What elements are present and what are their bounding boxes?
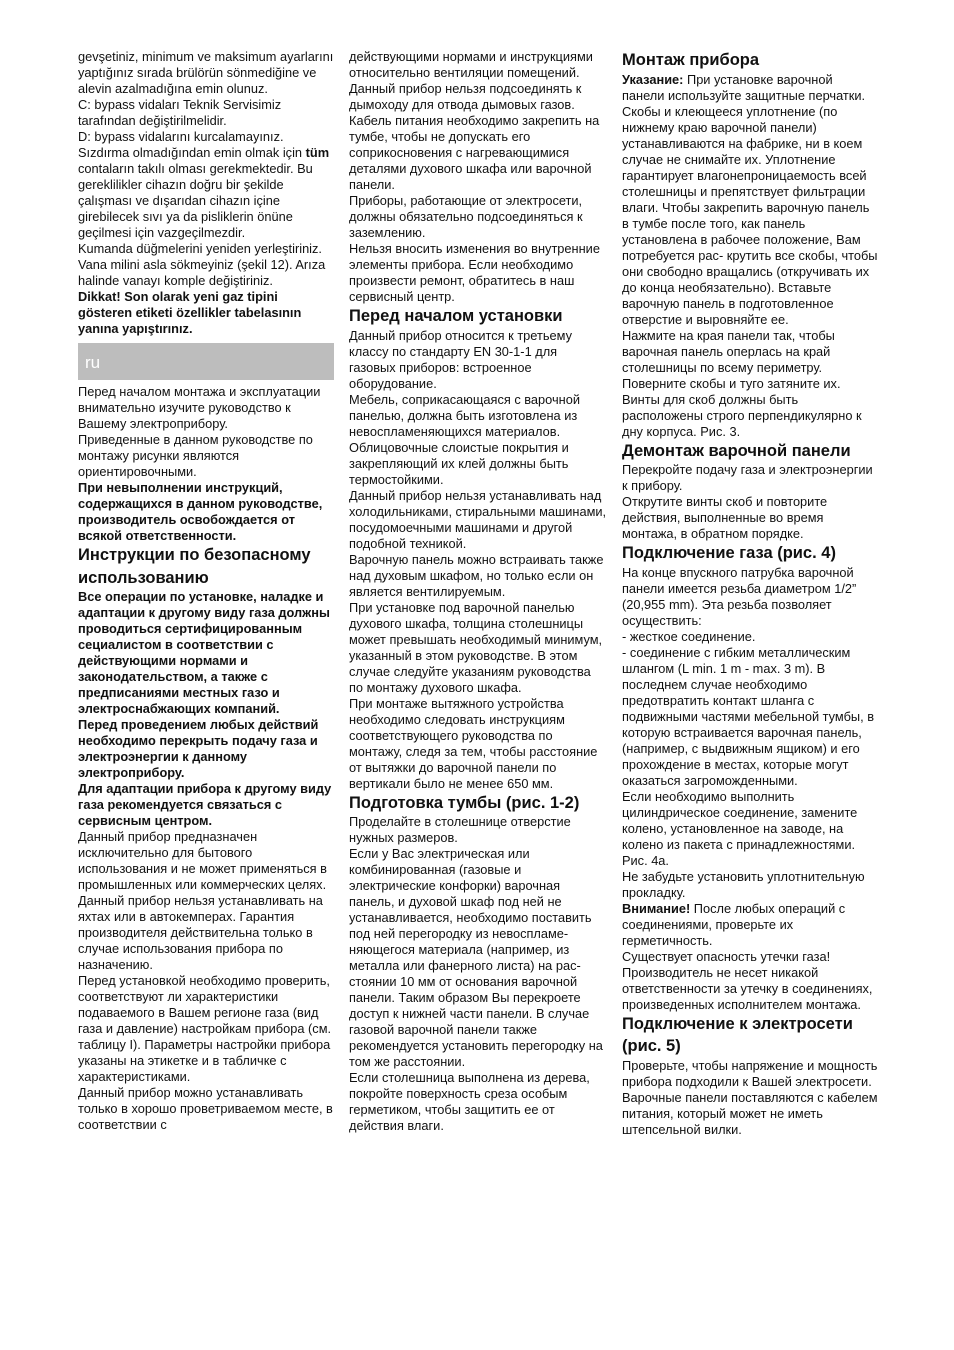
paragraph: Kumanda düğmelerini yeniden yerleştiriniz.: [78, 241, 322, 256]
paragraph: Приборы, работающие от электросети, должны обязательно подсоединяться к заземлению.: [349, 193, 583, 240]
text-run: contaların takılı olması gerekmektedir. Bu gereklilikler cihazın doğru bir şekilde çalışması ve dışarıdan cihazın içine girebilecek sıvı ya da pisliklerin önüne geçilmesi için vazgeçilmezdir.: [78, 161, 313, 240]
section-heading: Инструкции по безопасному использованию: [78, 546, 311, 587]
paragraph: Нажмите на края панели так, чтобы варочная панель оперлась на край столешницы по всему периметру.: [622, 327, 835, 375]
section-heading: Подключение газа (рис. 4): [622, 544, 836, 562]
paragraph: D: bypass vidalarını kurcalamayınız.: [78, 129, 284, 144]
bold-paragraph: Все операции по установке, наладке и адаптации к другому виду газа должны проводиться сертифицированным сециалистом в соответствии с действующими нормами и законодательством, а также с предписаниями местных газо и электроснабжающих компаний.: [78, 589, 330, 716]
paragraph: [622, 901, 878, 949]
paragraph: C: bypass vidaları Teknik Servisimiz tarafından değiştirilmelidir.: [78, 97, 282, 128]
paragraph: Если столешница выполнена из дерева, покройте поверхность среза особым герметиком, чтобы защитить ее от действия влаги.: [349, 1070, 590, 1133]
paragraph: [78, 145, 334, 241]
column-right: [622, 49, 878, 1138]
paragraph: Варочные панели поставляются с кабелем питания, который может не иметь штепсельной вилки.: [622, 1089, 878, 1137]
paragraph: Варочную панель можно встраивать также над духовым шкафом, но только если он является вентилируемым.: [349, 551, 604, 599]
section-heading: Перед началом установки: [349, 307, 563, 325]
paragraph: Приведенные в данном руководстве по монтажу рисунки являются ориентировочными.: [78, 432, 313, 479]
language-band: [78, 343, 334, 380]
section-heading: Монтаж прибора: [622, 51, 760, 69]
paragraph: - соединение с гибким металлическим шлангом (L min. 1 m - max. 3 m). В последнем случае необходимо предотвратить контакт шланга с подвижными частями мебельной тумбы, в которую встраивается варочная панель, (например, с выдвижным ящиком) и его прохождение в местах, которые могут оказаться загроможденными.: [622, 644, 875, 788]
bold-paragraph: Для адаптации прибора к другому виду газа рекомендуется связаться с сервисным центром.: [78, 781, 332, 828]
column-middle: [349, 49, 607, 1134]
paragraph: Существует опасность утечки газа! Производитель не несет никакой ответственности за утечку в соединениях, произведенных исполнителем монтажа.: [622, 948, 873, 1012]
paragraph: Данный прибор предназначен исключительно для бытового использования и не может применяться в промышленных или коммерческих целях. Данный прибор нельзя устанавливать на яхтах или в автокемперах. Гарантия производителя действительна только в случае использования прибора по назначению.: [78, 829, 327, 972]
paragraph: Если необходимо выполнить цилиндрическое соединение, замените колено, установленное на заводе, на колено из пакета с принадлежностями. Рис. 4а.: [622, 788, 858, 868]
paragraph: Данный прибор нельзя устанавливать над холодильниками, стиральными машинами, посудомоечными машинами и другой подобной техникой.: [349, 487, 607, 551]
text-run: При установке варочной панели используйте защитные перчатки.: [622, 71, 866, 103]
text-run: После любых операций с соединениями, проверьте их герметичность.: [622, 900, 846, 948]
paragraph: gevşetiniz, minimum ve maksimum ayarlarını yaptığınız sırada brülörün sönmediğine ve alevin azalmadığına emin olunuz.: [78, 49, 334, 96]
paragraph: Если у Вас электрическая или комбинированная (газовые и электрические конфорки) варочная панель, и духовой шкаф под ней не устанавливается, необходимо поставить под ней перегородку из невоспламе- няющегося материала (например, из металла или фанерного листа) на рас-стоянии 10 мм от основания варочной панели. Таким образом Вы перекроете доступ к нижней части панели. В случае газовой варочной панели также рекомендуется установить перегородку на том же расстоянии.: [349, 846, 603, 1069]
warning-paragraph: При невыполнении инструкций, содержащихся в данном руководстве, производитель освобождается от всякой ответственности.: [78, 480, 323, 543]
paragraph: [622, 72, 878, 104]
section-heading: Подготовка тумбы (рис. 1-2): [349, 793, 580, 812]
language-label: ru: [85, 353, 101, 372]
warning-label: Внимание!: [622, 900, 691, 916]
section-heading: Демонтаж варочной панели: [622, 441, 851, 460]
note-label: Указание:: [622, 71, 684, 87]
paragraph: Vana milini asla sökmeyiniz (şekil 12). Arıza halinde vanayı komple değiştiriniz.: [78, 257, 326, 288]
paragraph: При монтаже вытяжного устройства необходимо следовать инструкциям соответствующего руководства по монтажу, следя за тем, чтобы расстояние от вытяжки до варочной панели по вертикали было не менее 650 мм.: [349, 695, 598, 791]
text-run: Sızdırma olmadığından emin olmak için: [78, 145, 306, 160]
paragraph: Проверьте, чтобы напряжение и мощность прибора подходили к Вашей электросети.: [622, 1057, 878, 1089]
paragraph: Мебель, соприкасающаяся с варочной панелью, должна быть изготовлена из невоспламеняющихся материалов. Облицовочные слоистые покрытия и закрепляющий их клей должны быть термостойкими.: [349, 391, 580, 487]
column-left: [78, 49, 334, 1133]
paragraph: действующими нормами и инструкциями относительно вентиляции помещений. Данный прибор нельзя подсоединять к дымоходу для отвода дымовых газов. Кабель питания необходимо закрепить на тумбе, чтобы не допускать его соприкосновения с нагревающимися деталями духового шкафа или варочной панели.: [349, 49, 600, 192]
paragraph: Не забудьте установить уплотнительную прокладку.: [622, 868, 865, 900]
section-heading: Подключение к электросети (рис. 5): [622, 1014, 853, 1055]
bold-paragraph: Перед проведением любых действий необходимо перекрыть подачу газа и электроэнергии к данному электроприбору.: [78, 717, 319, 780]
paragraph: Перед установкой необходимо проверить, соответствуют ли характеристики подаваемого в Вашем регионе газа (вид газа и давление) настройкам прибора (см. таблицу I). Параметры настройки прибора указаны на этикетке и в табличке с характеристиками.: [78, 973, 332, 1084]
paragraph: Скобы и клеющееся уплотнение (по нижнему краю варочной панели) устанавливаются на фабрике, ни в коем случае не снимайте их. Уплотнение гарантирует влагонепроницаемость всей столешницы и препятствует фильтрации влаги. Чтобы закрепить варочную панель в тумбе после того, как панель установлена в рабочее положение, Вам потребуется рас- крутить все скобы, чтобы они свободно вращались (откручивать их до конца необязательно). Вставьте варочную панель в подготовленное отверстие и выровняйте ее.: [622, 103, 878, 327]
paragraph: Нельзя вносить изменения во внутренние элементы прибора. Если необходимо произвести ремонт, обратитесь в наш сервисный центр.: [349, 241, 600, 304]
paragraph: Перед началом монтажа и эксплуатации внимательно изучите руководство к Вашему электроприбору.: [78, 384, 321, 431]
paragraph: - жесткое соединение.: [622, 628, 756, 644]
paragraph: Данный прибор относится к третьему классу по стандарту EN 30-1-1 для газовых приборов: встроенное оборудование.: [349, 327, 572, 391]
paragraph: На конце впускного патрубка варочной панели имеется резьба диаметром 1/2” (20,955 mm). Эта резьба позволяет осуществить:: [622, 564, 857, 628]
warning-paragraph: Dikkat! Son olarak yeni gaz tipini gösteren etiketi özellikler tabelasının yanına yapıştırınız.: [78, 289, 302, 336]
paragraph: Проделайте в столешнице отверстие нужных размеров.: [349, 814, 571, 845]
text-emphasis: tüm: [305, 145, 330, 160]
paragraph: При установке под варочной панелью духового шкафа, толщина столешницы может превышать необходимый минимум, указанный в этом руководстве. В этом случае следуйте указаниям руководства по монтажу духового шкафа.: [349, 599, 603, 695]
paragraph: Перекройте подачу газа и электроэнергии к прибору.: [622, 462, 873, 493]
paragraph: Открутите винты скоб и повторите действия, выполненные во время монтажа, в обратном порядке.: [622, 494, 828, 541]
paragraph: Данный прибор можно устанавливать только в хорошо проветриваемом месте, в соответствии с: [78, 1085, 333, 1132]
paragraph: Поверните скобы и туго затяните их. Винты для скоб должны быть расположены строго перпендикулярно к дну корпуса. Рис. 3.: [622, 375, 862, 439]
